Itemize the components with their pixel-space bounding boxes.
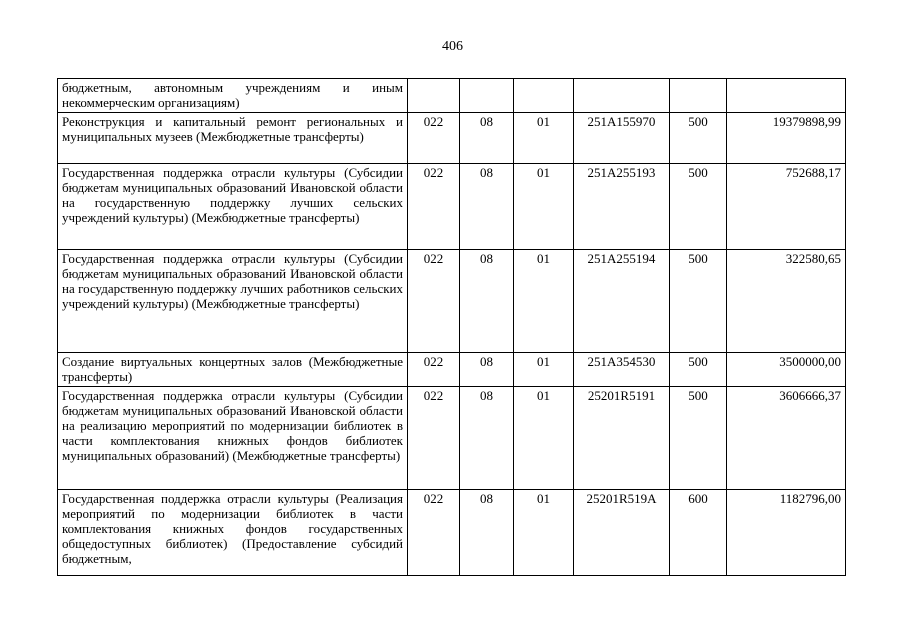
row-expense-type: 500 <box>670 250 727 353</box>
row-section: 08 <box>460 250 514 353</box>
row-target-article: 25201R5191 <box>574 387 670 490</box>
row-subsection: 01 <box>514 490 574 576</box>
row-amount: 322580,65 <box>727 250 846 353</box>
row-expense-type: 500 <box>670 164 727 250</box>
row-expense-type: 500 <box>670 353 727 387</box>
row-description: Государственная поддержка отрасли культуры (Субсидии бюджетам муниципальных образований Ивановской области на государственную поддержку лучших работников сельских учреждений культуры) (Межбюджетные трансферты) <box>58 250 408 353</box>
row-expense-type: 500 <box>670 113 727 164</box>
row-section <box>460 79 514 113</box>
row-description: Государственная поддержка отрасли культуры (Субсидии бюджетам муниципальных образований Ивановской области на государственную поддержку лучших сельских учреждений культуры) (Межбюджетные трансферты) <box>58 164 408 250</box>
row-code: 022 <box>408 490 460 576</box>
row-amount: 3606666,37 <box>727 387 846 490</box>
row-subsection: 01 <box>514 164 574 250</box>
row-section: 08 <box>460 164 514 250</box>
row-code <box>408 79 460 113</box>
budget-table <box>57 78 846 576</box>
row-expense-type: 600 <box>670 490 727 576</box>
row-target-article: 251A155970 <box>574 113 670 164</box>
row-target-article: 25201R519A <box>574 490 670 576</box>
row-description: Реконструкция и капитальный ремонт региональных и муниципальных музеев (Межбюджетные трансферты) <box>58 113 408 164</box>
row-description: Государственная поддержка отрасли культуры (Субсидии бюджетам муниципальных образований Ивановской области на реализацию мероприятий по модернизации библиотек в части комплектования книжных фондов библиотек муниципальных образований) (Межбюджетные трансферты) <box>58 387 408 490</box>
table-row <box>58 490 846 576</box>
table-row <box>58 250 846 353</box>
table-row <box>58 164 846 250</box>
row-subsection: 01 <box>514 387 574 490</box>
row-section: 08 <box>460 113 514 164</box>
page-number: 406 <box>442 39 463 54</box>
row-code: 022 <box>408 250 460 353</box>
row-amount: 1182796,00 <box>727 490 846 576</box>
row-target-article: 251A255193 <box>574 164 670 250</box>
row-subsection <box>514 79 574 113</box>
row-subsection: 01 <box>514 250 574 353</box>
row-amount: 3500000,00 <box>727 353 846 387</box>
table-row <box>58 387 846 490</box>
row-description: Создание виртуальных концертных залов (Межбюджетные трансферты) <box>58 353 408 387</box>
row-code: 022 <box>408 113 460 164</box>
row-subsection: 01 <box>514 113 574 164</box>
row-expense-type: 500 <box>670 387 727 490</box>
row-code: 022 <box>408 164 460 250</box>
row-code: 022 <box>408 353 460 387</box>
row-amount: 19379898,99 <box>727 113 846 164</box>
table-row <box>58 353 846 387</box>
row-amount <box>727 79 846 113</box>
row-expense-type <box>670 79 727 113</box>
row-description: бюджетным, автономным учреждениям и иным некоммерческим организациям) <box>58 79 408 113</box>
row-description: Государственная поддержка отрасли культуры (Реализация мероприятий по модернизации библиотек в части комплектования книжных фондов государственных общедоступных библиотек) (Предоставление субсидий бюджетным, <box>58 490 408 576</box>
row-target-article <box>574 79 670 113</box>
row-section: 08 <box>460 387 514 490</box>
table-row <box>58 113 846 164</box>
row-amount: 752688,17 <box>727 164 846 250</box>
row-target-article: 251A354530 <box>574 353 670 387</box>
row-section: 08 <box>460 490 514 576</box>
row-code: 022 <box>408 387 460 490</box>
row-section: 08 <box>460 353 514 387</box>
table-row <box>58 79 846 113</box>
row-subsection: 01 <box>514 353 574 387</box>
row-target-article: 251A255194 <box>574 250 670 353</box>
